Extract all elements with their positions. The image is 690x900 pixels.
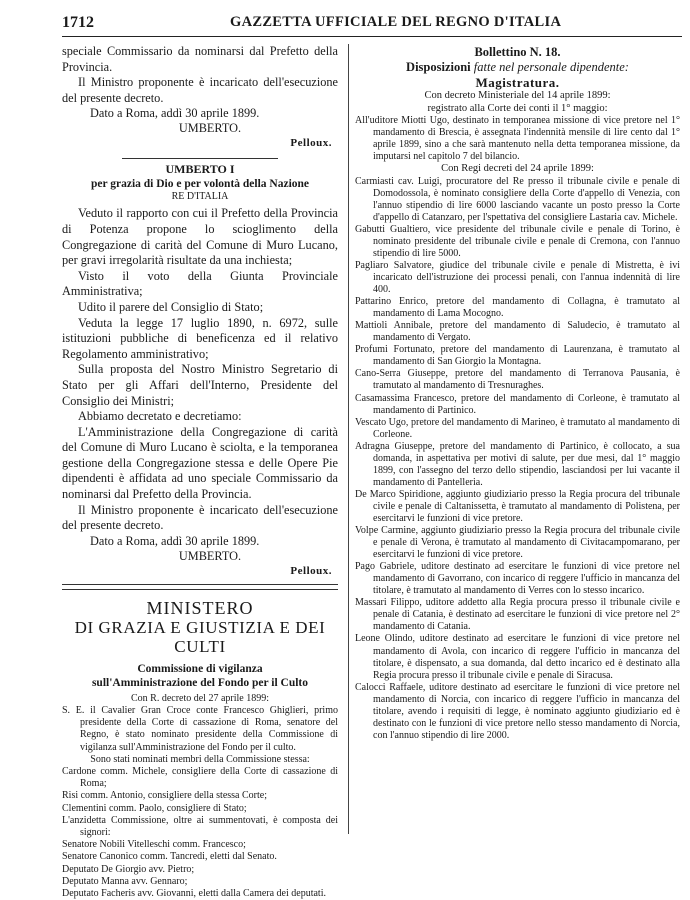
decree-paragraph: Veduto il rapporto con cui il Prefetto della Provincia di Potenza propone lo scioglimento della Congregazione di carità del Comune di Muro Lucano, per gravi irregolarità risultate da una inchiesta;: [62, 206, 338, 268]
member-entry: L'anzidetta Commissione, oltre ai summentovati, è composta dei signori:: [62, 814, 338, 839]
separator-rule: [62, 589, 338, 590]
ministry-name: DI GRAZIA E GIUSTIZIA E DEI CULTI: [74, 617, 326, 656]
personnel-entry: Pagliaro Salvatore, giudice del tribunale civile e penale di Mistretta, è ivi incaricato dell'istruzione dei processi penali, con l'annua indennità di lire 400.: [355, 260, 680, 296]
decree-date: Dato a Roma, addì 30 aprile 1899.: [90, 533, 260, 548]
intro-paragraph: Il Ministro proponente è incaricato dell'esecuzione del presente decreto.: [62, 75, 338, 105]
commission-subtitle: sull'Amministrazione del Fondo per il Culto: [91, 676, 309, 689]
decree-paragraph: Veduta la legge 17 luglio 1890, n. 6972, sulle istituzioni pubbliche di beneficenza ed il relativo Regolamento amministrativo;: [62, 315, 338, 361]
decree-paragraph: Sulla proposta del Nostro Ministro Segretario di Stato per gli Affari dell'Interno, Presidente del Consiglio dei Ministri;: [62, 362, 338, 408]
decree-paragraph: Udito il parere del Consiglio di Stato;: [78, 299, 264, 314]
decree-paragraph: Il Ministro proponente è incaricato dell'esecuzione del presente decreto.: [62, 502, 338, 533]
personnel-entry: All'uditore Miotti Ugo, destinato in temporanea missione di vice pretore nel 1° mandamento di Brescia, è assegnata l'indennità mensile di lire cento dal 1° aprile 1899, sino a che sarà mantenuto nella detta temporanea missione, da imputarsi nel capitolo 7 del bilancio.: [355, 115, 680, 163]
member-entry: Risi comm. Antonio, consigliere della stessa Corte;: [62, 790, 267, 802]
decree-paragraph: Abbiamo decretato e decretiamo:: [78, 409, 242, 424]
decree-date: Dato a Roma, addì 30 aprile 1899.: [90, 106, 260, 121]
page-header: [62, 10, 682, 37]
personnel-entry: Pago Gabriele, uditore destinato ad esercitare le funzioni di vice pretore nel mandamento di Gavorrano, con incarico di reggere l'ufficio in mancanza del titolare, è tramutato al mandamento di Verres con lo stesso incarico.: [355, 561, 680, 597]
signature: UMBERTO.: [178, 548, 242, 563]
decree-title-small: RE D'ITALIA: [171, 191, 229, 203]
personnel-entry: Leone Olindo, uditore destinato ad esercitare le funzioni di vice pretore nel mandamento di Avola, con incarico di reggere l'ufficio in mancanza del titolare, è dispensato, a sua domanda, dal detto incarico ed è destinato alla Regia procura presso il tribunale civile e penale di Siracusa.: [355, 633, 680, 681]
personnel-entry: Pattarino Enrico, pretore del mandamento di Collagna, è tramutato al mandamento di Lama Mocogno.: [355, 296, 680, 320]
member-entry: Deputato De Giorgio avv. Pietro;: [62, 863, 195, 875]
personnel-entry: Adragna Giuseppe, pretore del mandamento di Partinico, è collocato, a sua domanda, in aspettativa per motivi di salute, per due mesi, dal 1° maggio 1899, con l'assegno del terzo dello stipendio, lasciandosi per lui vacante il mandamento di Pantelleria.: [355, 440, 680, 488]
ministry-title: MINISTERO: [146, 597, 254, 618]
page-number: 1712: [62, 14, 94, 31]
personnel-entry: Carmiasti cav. Luigi, procuratore del Re presso il tribunale civile e penale di Domodossola, è nominato consigliere della Corte d'appello di Venezia, con l'annuo stipendio di lire 6000 lasciando vacante un posto presso la Corte d'appello di Catanzaro, per l'spettativa del consigliere Lastaria cav. Michele.: [355, 175, 680, 223]
member-entry: Deputato Facheris avv. Giovanni, eletti dalla Camera dei deputati.: [62, 888, 326, 900]
section-title: Magistratura.: [475, 75, 560, 90]
personnel-entry: Profumi Fortunato, pretore del mandamento di Laurenzana, è tramutato al mandamento di San Giorgio la Montagna.: [355, 344, 680, 368]
dispositions-italic: fatte nel personale dipendente:: [473, 60, 629, 74]
separator-rule: [62, 584, 338, 585]
commission-paragraph: S. E. il Cavalier Gran Croce conte Francesco Ghiglieri, primo presidente della Corte di cassazione di Roma, senatore del Regno, è stato nominato presidente della Commissione di vigilanza sull'Amministrazione del Fondo per il culto.: [62, 705, 338, 753]
royal-decree: Con Regi decreti del 24 aprile 1899:: [441, 163, 594, 175]
personnel-entry: Cano-Serra Giuseppe, pretore del mandamento di Terranova Pausania, è tramutato al mandamento di Tresnuraghes.: [355, 368, 680, 392]
decree-paragraph: L'Amministrazione della Congregazione di carità del Comune di Muro Lucano è sciolta, e la temporanea gestione della Congregazione stessa e delle Opere Pie dipendenti è affidata ad uno speciale Commissario da nominarsi dal Prefetto della Provincia.: [62, 424, 338, 502]
personnel-entry: Mattioli Annibale, pretore del mandamento di Saludecio, è tramutato al mandamento di Vergato.: [355, 320, 680, 344]
intro-paragraph: speciale Commissario da nominarsi dal Prefetto della Provincia.: [62, 44, 338, 74]
decree-heading: UMBERTO I: [165, 162, 235, 177]
member-entry: Senatore Canonico comm. Tancredi, eletti dal Senato.: [62, 851, 277, 863]
signature: UMBERTO.: [178, 121, 242, 136]
ministerial-decree: Con decreto Ministeriale del 14 aprile 1899:: [424, 90, 611, 101]
personnel-entry: Gabutti Gualtiero, vice presidente del tribunale civile e penale di Torino, è nominato presidente del tribunale civile e penale di Cremona, con l'annuo stipendio di lire 5000.: [355, 223, 680, 259]
personnel-entry: Vescato Ugo, pretore del mandamento di Marineo, è tramutato al mandamento di Corleone.: [355, 416, 680, 440]
separator-rule: [122, 158, 278, 159]
royal-decree-date: Con R. decreto del 27 aprile 1899:: [130, 692, 270, 704]
member-entry: Senatore Nobili Vitelleschi comm. Francesco;: [62, 839, 246, 851]
decree-subheading: per grazia di Dio e per volontà della Nazione: [90, 178, 310, 191]
bulletin-title: Bollettino N. 18.: [474, 45, 561, 59]
left-column: [62, 44, 338, 900]
column-separator: [348, 44, 349, 834]
personnel-entry: Casamassima Francesco, pretore del mandamento di Corleone, è tramutato al mandamento di Partinico.: [355, 392, 680, 416]
countersignature: Pelloux.: [290, 137, 332, 150]
commission-title: Commissione di vigilanza: [137, 662, 263, 675]
countersignature: Pelloux.: [290, 564, 332, 577]
personnel-entry: Calocci Raffaele, uditore destinato ad esercitare le funzioni di vice pretore nel mandamento di Norcia, con incarico di reggere l'ufficio in mancanza del titolare, avendo i requisiti di legge, è nominato aggiunto giudiziario ed è destinato con le funzioni di vice pretore nello stesso mandamento di Norcia, con l'annuo stipendio di lire 2000.: [355, 681, 680, 741]
personnel-entry: De Marco Spiridione, aggiunto giudiziario presso la Regia procura del tribunale civile e penale di Caltanissetta, è tramutato al mandamento di Polistena, per esercitarvi le funzioni di vice pretore.: [355, 488, 680, 524]
personnel-entry: Volpe Carmine, aggiunto giudiziario presso la Regia procura del tribunale civile e penale di Verona, è tramutato al mandamento di Civitacampomarano, per esercitarvi le funzioni di vice pretore.: [355, 525, 680, 561]
ministerial-registration: registrato alla Corte dei conti il 1° maggio:: [427, 102, 608, 114]
members-intro: Sono stati nominati membri della Commissione stessa:: [90, 753, 310, 765]
dispositions-bold: Disposizioni: [406, 60, 471, 74]
right-column: [355, 44, 680, 742]
member-entry: Deputato Manna avv. Gennaro;: [62, 875, 188, 887]
dispositions-heading: [355, 60, 680, 75]
decree-paragraph: Visto il voto della Giunta Provinciale Amministrativa;: [62, 268, 338, 299]
member-entry: Cardone comm. Michele, consigliere della Corte di cassazione di Roma;: [62, 766, 338, 790]
member-entry: Clementini comm. Paolo, consigliere di Stato;: [62, 802, 247, 814]
newspaper-title: GAZZETTA UFFICIALE DEL REGNO D'ITALIA: [230, 14, 562, 30]
personnel-entry: Massari Filippo, uditore addetto alla Regia procura presso il tribunale civile e penale di Catania, è destinato ad esercitare le funzioni di vice pretore nel 2° mandamento di Catania.: [355, 597, 680, 633]
